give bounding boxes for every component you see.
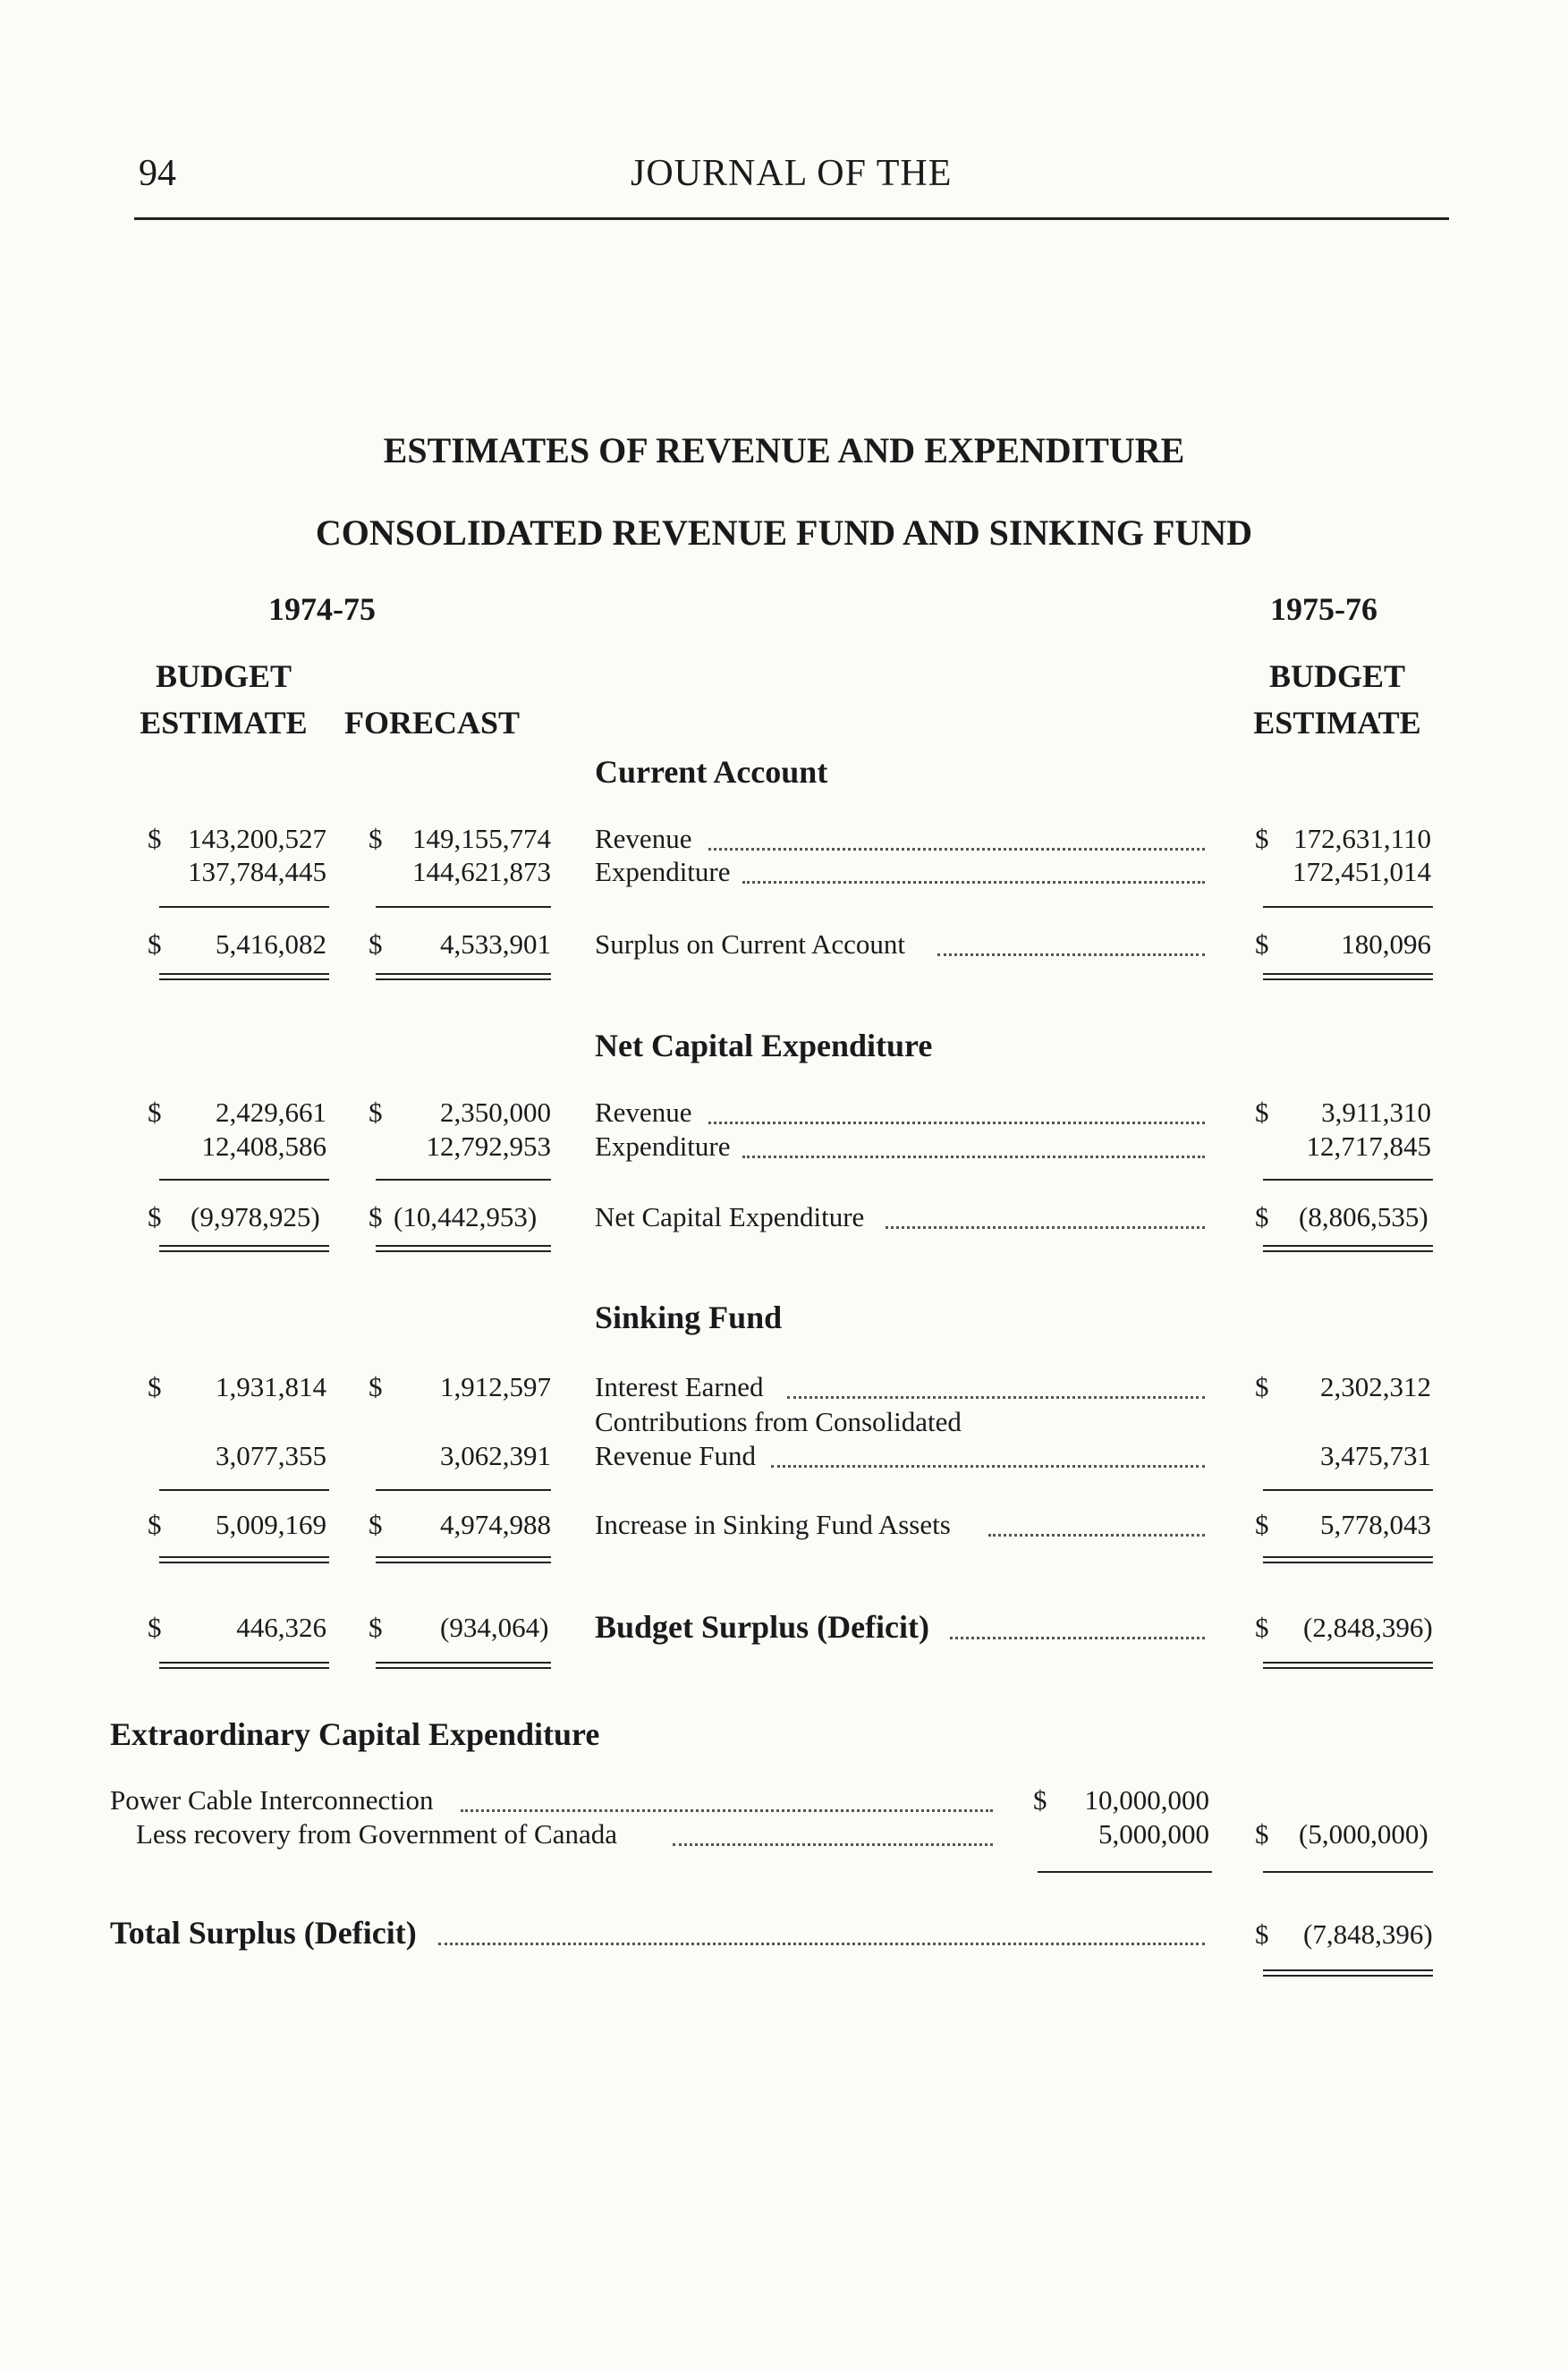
double-rule (1263, 1245, 1433, 1252)
currency-symbol: $ (1255, 1918, 1269, 1950)
amount-forecast: 4,974,988 (440, 1509, 551, 1540)
currency-symbol: $ (1255, 1097, 1269, 1128)
amount-forecast: 144,621,873 (412, 856, 551, 887)
column-header-budget-estimate-1975 (1234, 653, 1440, 746)
double-rule (1263, 1969, 1433, 1977)
amount-estimate: 3,475,731 (1320, 1440, 1431, 1471)
currency-symbol: $ (369, 1509, 383, 1540)
amount-budget: 5,416,082 (216, 928, 326, 960)
amount-budget: 446,326 (236, 1612, 326, 1643)
double-rule (1263, 1662, 1433, 1669)
amount-estimate: (8,806,535) (1299, 1201, 1428, 1232)
double-rule (376, 973, 551, 980)
leader-dots (438, 1943, 1205, 1945)
currency-symbol: $ (148, 1097, 162, 1128)
column-header-forecast: FORECAST (344, 705, 521, 741)
amount-forecast: 3,062,391 (440, 1440, 551, 1471)
leader-dots (886, 1226, 1205, 1229)
section-heading-extraordinary: Extraordinary Capital Expenditure (110, 1716, 600, 1752)
currency-symbol: $ (369, 1201, 383, 1232)
amount-forecast: 4,533,901 (440, 928, 551, 960)
amount-budget: 1,931,814 (216, 1371, 326, 1402)
subtotal-rule (376, 906, 551, 908)
leader-dots (461, 1809, 993, 1812)
subtotal-rule (159, 1179, 329, 1181)
row-label: Expenditure (595, 1130, 731, 1162)
double-rule (159, 1556, 329, 1563)
currency-symbol: $ (369, 823, 383, 854)
amount-budget: 3,077,355 (216, 1440, 326, 1471)
currency-symbol: $ (148, 1509, 162, 1540)
currency-symbol: $ (1255, 1612, 1269, 1643)
amount-budget: 137,784,445 (188, 856, 326, 887)
leader-dots (708, 848, 1205, 851)
column-header-line: ESTIMATE (140, 705, 308, 741)
double-rule (159, 1245, 329, 1252)
currency-symbol: $ (1255, 1818, 1269, 1850)
amount-forecast: 2,350,000 (440, 1097, 551, 1128)
amount-forecast: 12,792,953 (426, 1130, 551, 1162)
double-rule (1263, 1556, 1433, 1563)
amount-estimate: (7,848,396) (1303, 1918, 1433, 1950)
currency-symbol: $ (148, 823, 162, 854)
currency-symbol: $ (148, 1612, 162, 1643)
subtotal-rule (376, 1179, 551, 1181)
double-rule (159, 973, 329, 980)
double-rule (1263, 973, 1433, 980)
currency-symbol: $ (1255, 1371, 1269, 1402)
amount-budget: 12,408,586 (201, 1130, 326, 1162)
double-rule (376, 1662, 551, 1669)
currency-symbol: $ (148, 1201, 162, 1232)
amount-gross: 10,000,000 (1084, 1784, 1209, 1816)
row-label: Interest Earned (595, 1371, 764, 1402)
page-title: ESTIMATES OF REVENUE AND EXPENDITURE (383, 430, 1185, 470)
row-label-line1: Contributions from Consolidated (595, 1406, 962, 1437)
total-surplus-label: Total Surplus (Deficit) (110, 1915, 417, 1951)
section-heading-net-capital: Net Capital Expenditure (595, 1028, 933, 1063)
row-label: Revenue Fund (595, 1440, 756, 1471)
double-rule (159, 1662, 329, 1669)
amount-estimate: 172,631,110 (1293, 823, 1431, 854)
amount-budget: 143,200,527 (188, 823, 326, 854)
total-label: Increase in Sinking Fund Assets (595, 1509, 951, 1540)
subtotal-rule (1263, 1489, 1433, 1491)
amount-forecast: (934,064) (440, 1612, 549, 1643)
leader-dots (673, 1843, 993, 1846)
amount-estimate: 180,096 (1341, 928, 1431, 960)
leader-dots (937, 953, 1205, 956)
subtotal-rule (159, 1489, 329, 1491)
leader-dots (771, 1465, 1205, 1468)
amount-budget: 5,009,169 (216, 1509, 326, 1540)
year-current: 1975-76 (1270, 591, 1377, 627)
subtotal-rule (376, 1489, 551, 1491)
amount-forecast: 149,155,774 (412, 823, 551, 854)
total-label: Surplus on Current Account (595, 928, 905, 960)
column-header-budget-estimate (121, 653, 326, 746)
subtotal-rule (1263, 906, 1433, 908)
leader-dots (787, 1396, 1205, 1399)
currency-symbol: $ (148, 1371, 162, 1402)
row-label: Revenue (595, 1097, 692, 1128)
currency-symbol: $ (369, 928, 383, 960)
amount-estimate: 2,302,312 (1320, 1371, 1431, 1402)
amount-budget: 2,429,661 (216, 1097, 326, 1128)
amount-net: (5,000,000) (1299, 1818, 1428, 1850)
total-label: Net Capital Expenditure (595, 1201, 865, 1232)
row-label: Expenditure (595, 856, 731, 887)
row-label: Less recovery from Government of Canada (136, 1818, 617, 1850)
double-rule (376, 1556, 551, 1563)
section-heading-current-account: Current Account (595, 754, 828, 790)
year-prior: 1974-75 (268, 591, 376, 627)
header-rule (134, 217, 1449, 220)
currency-symbol: $ (369, 1097, 383, 1128)
amount-estimate: 12,717,845 (1306, 1130, 1431, 1162)
currency-symbol: $ (369, 1612, 383, 1643)
page-subtitle: CONSOLIDATED REVENUE FUND AND SINKING FUND (315, 512, 1253, 553)
currency-symbol: $ (1255, 1509, 1269, 1540)
leader-dots (742, 1156, 1205, 1158)
column-header-line: ESTIMATE (1253, 705, 1421, 741)
amount-forecast: 1,912,597 (440, 1371, 551, 1402)
amount-estimate: 5,778,043 (1320, 1509, 1431, 1540)
currency-symbol: $ (148, 928, 162, 960)
subtotal-rule (159, 906, 329, 908)
row-label: Power Cable Interconnection (110, 1784, 434, 1816)
amount-estimate: 3,911,310 (1321, 1097, 1431, 1128)
subtotal-rule (1263, 1179, 1433, 1181)
amount-estimate: (2,848,396) (1303, 1612, 1433, 1643)
leader-dots (950, 1637, 1205, 1639)
column-header-line: BUDGET (155, 658, 292, 694)
budget-surplus-label: Budget Surplus (Deficit) (595, 1609, 930, 1645)
page-number: 94 (139, 153, 176, 194)
leader-dots (742, 881, 1205, 884)
currency-symbol: $ (369, 1371, 383, 1402)
currency-symbol: $ (1255, 928, 1269, 960)
amount-recovery: 5,000,000 (1098, 1818, 1209, 1850)
leader-dots (708, 1122, 1205, 1124)
subtotal-rule (1263, 1871, 1433, 1873)
column-header-line: BUDGET (1268, 658, 1406, 694)
row-label: Revenue (595, 823, 692, 854)
running-header: JOURNAL OF THE (631, 153, 953, 194)
leader-dots (988, 1534, 1205, 1537)
currency-symbol: $ (1255, 1201, 1269, 1232)
amount-estimate: 172,451,014 (1293, 856, 1431, 887)
subtotal-rule (1038, 1871, 1212, 1873)
double-rule (376, 1245, 551, 1252)
amount-budget: (9,978,925) (191, 1201, 320, 1232)
currency-symbol: $ (1255, 823, 1269, 854)
amount-forecast: (10,442,953) (394, 1201, 538, 1232)
currency-symbol: $ (1033, 1784, 1047, 1816)
section-heading-sinking-fund: Sinking Fund (595, 1300, 783, 1335)
